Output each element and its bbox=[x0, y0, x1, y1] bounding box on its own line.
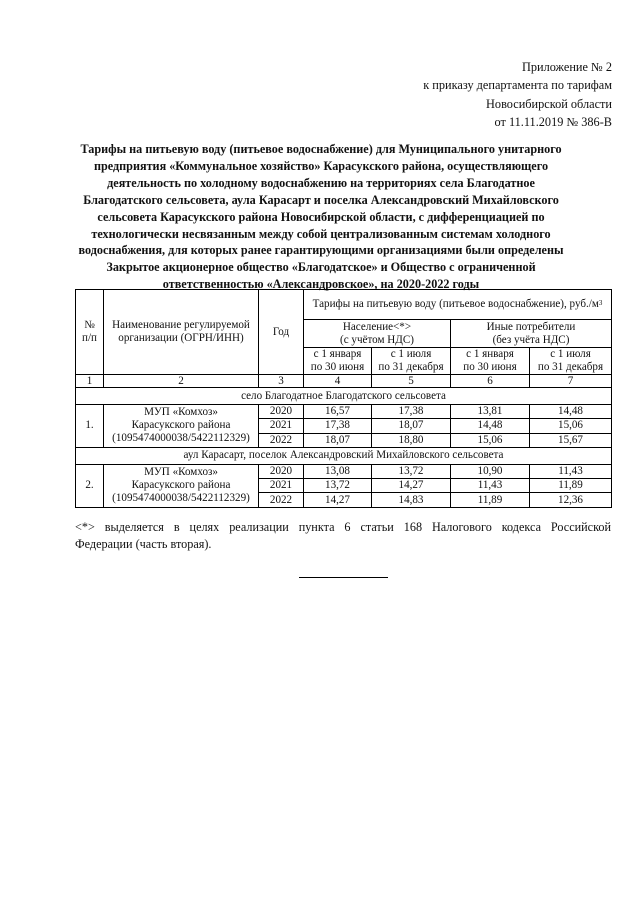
header-population-line: (с учётом НДС) bbox=[340, 333, 414, 346]
territory-label: село Благодатное Благодатского сельсовета bbox=[76, 388, 612, 405]
header-other-line: (без учёта НДС) bbox=[492, 333, 570, 346]
tariff-value: 17,38 bbox=[304, 419, 372, 433]
table-row bbox=[76, 405, 612, 419]
tariff-value: 11,89 bbox=[530, 479, 612, 493]
column-number: 1 bbox=[76, 375, 104, 388]
header-period-second-half bbox=[530, 348, 612, 375]
territory-row bbox=[76, 388, 612, 405]
column-number-row bbox=[76, 375, 612, 388]
tariff-value: 13,72 bbox=[372, 464, 451, 478]
tariff-value: 16,57 bbox=[304, 405, 372, 419]
header-number: № п/п bbox=[76, 290, 104, 375]
row-number: 2. bbox=[76, 464, 104, 507]
header-year: Год bbox=[259, 290, 304, 375]
column-number: 3 bbox=[259, 375, 304, 388]
tariff-value: 14,83 bbox=[372, 493, 451, 507]
organization-line: МУП «Комхоз» bbox=[144, 466, 218, 479]
organization-name bbox=[104, 464, 259, 507]
period-line: с 1 января bbox=[313, 348, 362, 360]
territory-row bbox=[76, 447, 612, 464]
tariff-value: 10,90 bbox=[451, 464, 530, 478]
appendix-header bbox=[423, 58, 612, 131]
period-line: с 1 января bbox=[466, 348, 514, 360]
organization-line: (1095474000038/5422112329) bbox=[112, 432, 250, 445]
tariff-value: 13,08 bbox=[304, 464, 372, 478]
tariff-value: 14,48 bbox=[451, 419, 530, 433]
appendix-line: к приказу департамента по тарифам bbox=[423, 78, 612, 93]
tariff-value: 13,72 bbox=[304, 479, 372, 493]
tariff-value: 13,81 bbox=[451, 405, 530, 419]
tariff-value: 15,67 bbox=[530, 433, 612, 447]
header-other-line: Иные потребители bbox=[486, 320, 576, 333]
column-number: 5 bbox=[372, 375, 451, 388]
footnote bbox=[75, 519, 611, 553]
organization-line: Карасукского района bbox=[131, 419, 231, 432]
table-row bbox=[76, 464, 612, 478]
tariffs-table bbox=[75, 289, 612, 508]
header-tariffs-superscript: 3 bbox=[598, 299, 603, 307]
period-line: по 31 декабря bbox=[378, 361, 444, 373]
period-line: по 30 июня bbox=[310, 361, 365, 373]
tariff-value: 18,07 bbox=[372, 419, 451, 433]
appendix-line: Приложение № 2 bbox=[521, 60, 612, 74]
year-cell: 2022 bbox=[259, 433, 304, 447]
organization-name bbox=[104, 405, 259, 448]
column-number: 4 bbox=[304, 375, 372, 388]
period-line: с 1 июля bbox=[390, 348, 432, 360]
year-cell: 2022 bbox=[259, 493, 304, 507]
closing-divider bbox=[299, 577, 388, 578]
organization-line: (1095474000038/5422112329) bbox=[112, 492, 250, 505]
year-cell: 2020 bbox=[259, 405, 304, 419]
header-period-second-half bbox=[372, 348, 451, 375]
header-other-consumers bbox=[451, 320, 612, 348]
row-number: 1. bbox=[76, 405, 104, 448]
year-cell: 2021 bbox=[259, 479, 304, 493]
tariff-value: 11,43 bbox=[451, 479, 530, 493]
period-line: по 31 декабря bbox=[537, 361, 604, 373]
tariff-value: 12,36 bbox=[530, 493, 612, 507]
footnote-line: <*> выделяется в целях реализации пункта 6 статьи 168 Налогового кодекса Российской bbox=[75, 520, 611, 534]
tariff-value: 15,06 bbox=[530, 419, 612, 433]
tariff-value: 11,43 bbox=[530, 464, 612, 478]
tariff-value: 15,06 bbox=[451, 433, 530, 447]
header-period-first-half bbox=[451, 348, 530, 375]
header-tariffs bbox=[304, 290, 612, 320]
tariff-value: 11,89 bbox=[451, 493, 530, 507]
header-organization: Наименование регулируемой организации (ОГРН/ИНН) bbox=[104, 290, 259, 375]
header-tariffs-text: Тарифы на питьевую воду (питьевое водоснабжение), руб./м bbox=[312, 298, 599, 310]
tariff-value: 17,38 bbox=[372, 405, 451, 419]
tariff-value: 18,80 bbox=[372, 433, 451, 447]
organization-line: Карасукского района bbox=[131, 479, 231, 492]
year-cell: 2021 bbox=[259, 419, 304, 433]
tariff-value: 14,27 bbox=[304, 493, 372, 507]
header-population-line: Население<*> bbox=[342, 320, 412, 333]
year-cell: 2020 bbox=[259, 464, 304, 478]
appendix-line: от 11.11.2019 № 386-В bbox=[494, 114, 612, 129]
column-number: 6 bbox=[451, 375, 530, 388]
header-population bbox=[304, 320, 451, 348]
column-number: 7 bbox=[530, 375, 612, 388]
header-period-first-half bbox=[304, 348, 372, 375]
document-title: Тарифы на питьевую воду (питьевое водоснабжение) для Муниципального унитарного предприятия «Коммунальное хозяйство» Карасукского района, осуществляющего деятельность по холодному водоснабжению на территориях села Благодатное Благодатского сельсовета, аула Карасарт и поселка Александровский Михайловского сельсовета Карасукского района Новосибирской области, с дифференциацией по технологически несвязанным между собой централизованным системам холодного водоснабжения, для которых ранее гарантирующими организациями были определены Закрытое акционерное общество «Благодатское» и Общество с ограниченной ответственностью «Александровское», на 2020-2022 годы bbox=[78, 142, 564, 292]
tariff-value: 18,07 bbox=[304, 433, 372, 447]
tariff-value: 14,48 bbox=[530, 405, 612, 419]
period-line: по 30 июня bbox=[463, 361, 517, 373]
organization-line: МУП «Комхоз» bbox=[144, 406, 218, 419]
appendix-line: Новосибирской области bbox=[486, 96, 612, 111]
tariff-value: 14,27 bbox=[372, 479, 451, 493]
column-number: 2 bbox=[104, 375, 259, 388]
period-line: с 1 июля bbox=[550, 348, 591, 360]
territory-label: аул Карасарт, поселок Александровский Михайловского сельсовета bbox=[76, 447, 612, 464]
footnote-line: Федерации (часть вторая). bbox=[75, 537, 212, 551]
